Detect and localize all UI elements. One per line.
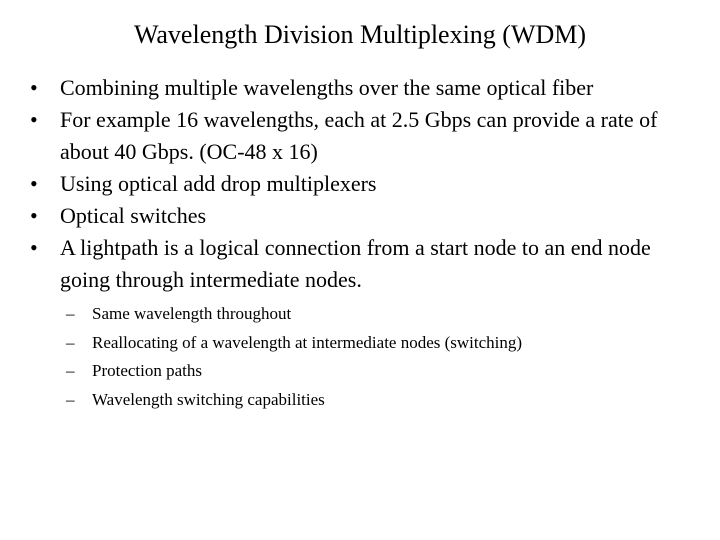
bullet-marker: • — [30, 203, 38, 228]
bullet-marker: • — [30, 107, 38, 132]
dash-marker: – — [66, 389, 75, 409]
subbullet-text: Wavelength switching capabilities — [92, 389, 325, 409]
bullet-item — [28, 168, 698, 200]
dash-marker: – — [66, 304, 75, 323]
subbullet-item — [66, 386, 686, 415]
dash-marker: – — [66, 361, 75, 380]
dash-marker: – — [66, 332, 75, 352]
subbullet-text: Reallocating of a wavelength at intermediate nodes (switching) — [92, 332, 523, 352]
bullet-item — [28, 232, 698, 296]
bullet-marker: • — [30, 235, 38, 260]
bullet-text: A lightpath is a logical connection from a start node to an end node going through intermediate nodes. — [60, 235, 651, 292]
slide-title: Wavelength Division Multiplexing (WDM) — [133, 20, 587, 49]
bullet-text: For example 16 wavelengths, each at 2.5 Gbps can provide a rate of about 40 Gbps. (OC-48 x 16) — [60, 107, 658, 164]
subbullet-text: Same wavelength throughout — [92, 304, 292, 323]
bullet-list — [28, 72, 698, 296]
bullet-item — [28, 104, 698, 168]
bullet-marker: • — [30, 171, 38, 196]
subbullet-text: Protection paths — [92, 361, 203, 380]
bullet-marker: • — [30, 75, 38, 100]
subbullet-item — [66, 329, 686, 358]
bullet-text: Using optical add drop multiplexers — [60, 171, 377, 196]
bullet-text: Optical switches — [60, 203, 207, 228]
bullet-item — [28, 200, 698, 232]
bullet-text: Combining multiple wavelengths over the same optical fiber — [60, 75, 594, 100]
subbullet-item — [66, 357, 686, 386]
subbullet-item — [66, 300, 686, 329]
bullet-item — [28, 72, 698, 104]
subbullet-list — [66, 300, 686, 414]
